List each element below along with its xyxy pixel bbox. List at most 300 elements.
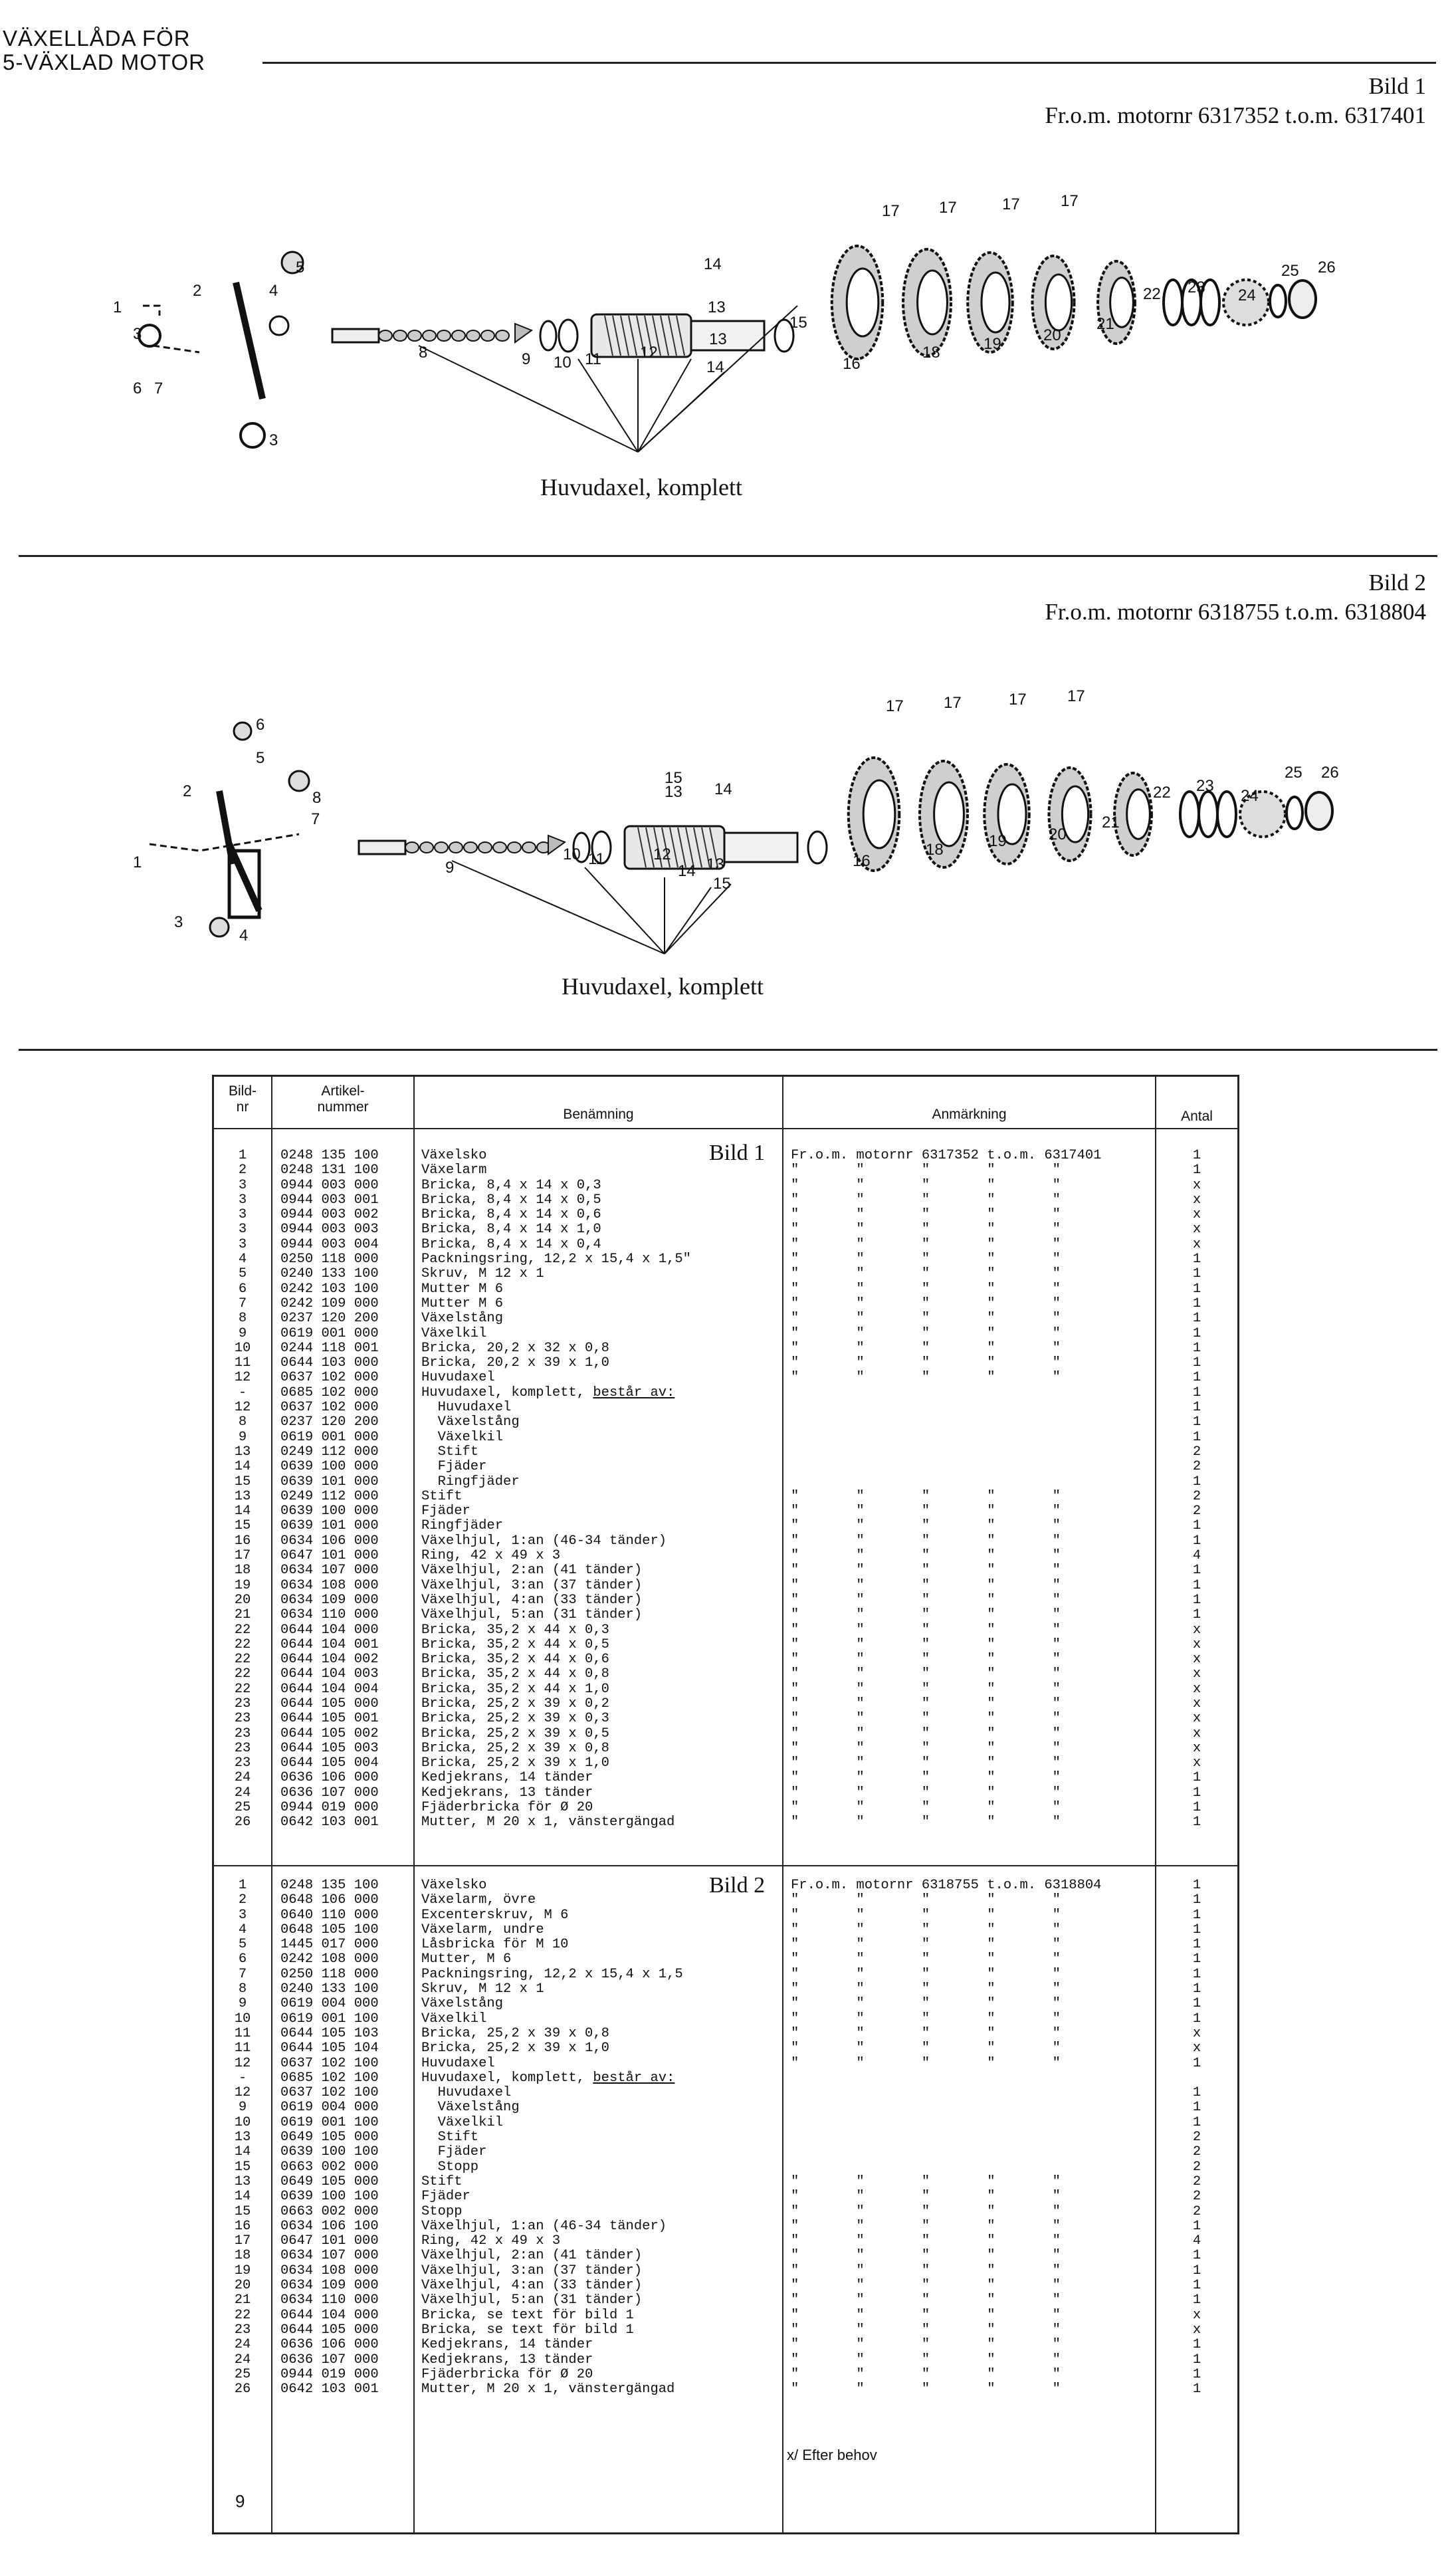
callout-label: 17 (1002, 195, 1020, 213)
table-cell-antal: x (1192, 1192, 1201, 1208)
callout-label: 11 (585, 350, 601, 368)
callout-label: 3 (174, 913, 183, 931)
table-cell-ben: Växelstång (421, 1311, 504, 1327)
table-cell-art: 0250 118 000 (280, 1252, 379, 1268)
table-cell-nr: 15 (234, 1518, 251, 1534)
table-cell-antal: 1 (1192, 1385, 1201, 1400)
table-cell-nr: 11 (234, 2025, 251, 2041)
table-cell-nr: 23 (234, 1755, 251, 1771)
table-cell-antal: x (1192, 2307, 1201, 2323)
table-cell-art: 0619 004 000 (280, 2100, 379, 2116)
section-divider (214, 1865, 1237, 1866)
table-cell-antal: 2 (1192, 2173, 1201, 2189)
table-cell-ben: Bricka, se text för bild 1 (421, 2322, 634, 2338)
table-cell-nr: 9 (238, 2100, 247, 2116)
shift-key-shape (515, 324, 532, 342)
table-cell-ben: Stift (421, 1444, 479, 1460)
table-cell-anm: " " " " " (791, 1236, 1061, 1252)
table-cell-antal: 2 (1192, 2203, 1201, 2219)
table-cell-antal: 1 (1192, 2278, 1201, 2294)
table-cell-antal: x (1192, 1681, 1201, 1697)
table-cell-antal: 1 (1192, 1577, 1201, 1593)
table-cell-art: 0944 003 004 (280, 1236, 379, 1252)
table-cell-ben: Fjäder (421, 2189, 470, 2205)
table-cell-nr: 12 (234, 1370, 251, 1386)
table-cell-anm: " " " " " (791, 2263, 1061, 2278)
figure2-bild: Bild 2 (1368, 570, 1426, 596)
callout-label: 25 (1285, 764, 1302, 782)
table-cell-ben: Huvudaxel, komplett, består av: (421, 2070, 675, 2086)
table-cell-ben: Växelsko (421, 1878, 487, 1893)
table-cell-anm: " " " " " (791, 1207, 1061, 1223)
callout-label: 13 (706, 855, 724, 873)
table-cell-antal: 1 (1192, 1163, 1201, 1178)
table-cell-art: 0237 120 200 (280, 1414, 379, 1430)
table-cell-art: 0639 101 000 (280, 1518, 379, 1534)
table-cell-anm: " " " " " (791, 2248, 1061, 2264)
table-cell-anm (791, 1415, 1101, 1430)
section1-col-anmarkning (791, 1149, 1101, 1830)
table-cell-nr: 4 (238, 1922, 247, 1938)
rod-bead-shape (464, 842, 477, 853)
table-cell-art: 0642 103 001 (280, 2382, 379, 2397)
table-cell-nr: 24 (234, 2337, 251, 2353)
callout-label: 14 (714, 780, 732, 798)
table-cell-art: 0944 003 003 (280, 1222, 379, 1238)
table-cell-antal: 1 (1192, 1800, 1201, 1816)
table-cell-nr: 16 (234, 2218, 251, 2234)
table-cell-anm: " " " " " (791, 1222, 1061, 1238)
table-cell-ben: Bricka, 25,2 x 39 x 1,0 (421, 1755, 609, 1771)
callout-label: 25 (1281, 262, 1299, 280)
table-cell-nr: 26 (234, 1815, 251, 1830)
table-cell-ben: Huvudaxel (421, 2055, 495, 2071)
table-cell-anm: " " " " " (791, 1548, 1061, 1564)
table-cell-antal: 1 (1192, 1815, 1201, 1830)
spring-washer-shape (1287, 797, 1302, 829)
section2-col-anmarkning (791, 1878, 1101, 2397)
table-cell-anm: Fr.o.m. motornr 6318755 t.o.m. 6318804 (791, 1878, 1102, 1893)
table-cell-art: 0636 106 000 (280, 1770, 379, 1786)
table-cell-antal: 2 (1192, 2144, 1201, 2160)
table-cell-ben: Bricka, 20,2 x 32 x 0,8 (421, 1340, 609, 1356)
table-cell-nr: 1 (238, 1878, 247, 1893)
table-cell-ben: Ring, 42 x 49 x 3 (421, 1548, 561, 1564)
table-cell-anm: " " " " " (791, 1770, 1061, 1786)
callout-label: 5 (256, 749, 265, 767)
table-cell-ben: Växelarm, undre (421, 1922, 544, 1938)
table-cell-anm: " " " " " (791, 1163, 1061, 1178)
table-cell-antal: x (1192, 1666, 1201, 1682)
table-cell-ben: Växelhjul, 2:an (41 tänder) (421, 1563, 643, 1579)
table-cell-anm: " " " " " (791, 1370, 1061, 1386)
gear-hub-shape (863, 780, 895, 848)
table-cell-ben: Huvudaxel (421, 1370, 495, 1386)
table-cell-ben: Växelhjul, 2:an (41 tänder) (421, 2248, 643, 2264)
table-cell-ben: Mutter, M 20 x 1, vänstergängad (421, 1815, 675, 1830)
table-cell-ben: Växelarm (421, 1163, 487, 1178)
table-cell-anm: " " " " " (791, 2189, 1061, 2205)
callout-label: 18 (922, 344, 940, 362)
table-cell-antal: 1 (1192, 2337, 1201, 2353)
table-cell-ben: Skruv, M 12 x 1 (421, 1266, 544, 1282)
table-cell-anm: " " " " " (791, 1711, 1061, 1727)
washer-shape (241, 423, 264, 447)
table-cell-antal: x (1192, 1696, 1201, 1712)
callout-label: 20 (1049, 826, 1067, 843)
table-cell-nr: 24 (234, 2352, 251, 2368)
callout-label: 6 (256, 716, 265, 734)
callout-label: 9 (522, 350, 531, 368)
table-cell-antal: x (1192, 1740, 1201, 1756)
table-cell-anm: " " " " " (791, 1725, 1061, 1741)
parts-table (212, 1075, 1239, 2534)
table-cell-ben: Huvudaxel (421, 2085, 512, 2101)
table-cell-nr: 20 (234, 1592, 251, 1608)
table-cell-nr: 23 (234, 1711, 251, 1727)
table-cell-antal: x (1192, 2041, 1201, 2056)
figure2-range: Fr.o.m. motornr 6318755 t.o.m. 6318804 (1045, 599, 1426, 625)
callout-label: 15 (665, 769, 682, 787)
table-cell-anm: " " " " " (791, 1800, 1061, 1816)
table-cell-nr: 22 (234, 2307, 251, 2323)
th-artikel: Artikel- nummer (317, 1083, 369, 1115)
table-cell-art: 0619 004 000 (280, 1996, 379, 2012)
table-cell-anm: " " " " " (791, 1755, 1061, 1771)
table-cell-art: 0636 106 000 (280, 2337, 379, 2353)
col-divider (271, 1077, 272, 2532)
table-cell-ben: Växelhjul, 4:an (33 tänder) (421, 2278, 643, 2294)
table-cell-art: 0619 001 000 (280, 1325, 379, 1341)
gear-hub-shape (918, 271, 948, 334)
table-cell-antal (1156, 2071, 1237, 2086)
callout-label: 13 (665, 783, 682, 801)
table-cell-antal: x (1192, 1222, 1201, 1238)
table-cell-nr: 25 (234, 2366, 251, 2382)
table-cell-art: 0644 104 002 (280, 1652, 379, 1668)
table-cell-antal: 1 (1192, 1892, 1201, 1908)
table-cell-antal: 1 (1192, 2218, 1201, 2234)
table-cell-ben: Bricka, 20,2 x 39 x 1,0 (421, 1355, 609, 1371)
table-cell-art: 0634 106 100 (280, 2218, 379, 2234)
washer-shape (139, 325, 160, 346)
table-cell-ben: Skruv, M 12 x 1 (421, 1981, 544, 1997)
th-anmarkning: Anmärkning (932, 1107, 1007, 1122)
table-cell-anm (791, 2145, 1101, 2160)
table-cell-nr: 25 (234, 1800, 251, 1816)
table-cell-ben: Kedjekrans, 13 tänder (421, 2352, 593, 2368)
table-cell-ben: Excenterskruv, M 6 (421, 1907, 569, 1923)
table-cell-antal: 2 (1192, 2189, 1201, 2205)
table-cell-antal: x (1192, 1636, 1201, 1652)
figure1-caption: Huvudaxel, komplett (540, 474, 742, 500)
table-cell-nr: 3 (238, 1907, 247, 1923)
table-cell-ben: Bricka, 8,4 x 14 x 1,0 (421, 1222, 601, 1238)
leader-line-shape (665, 884, 731, 954)
table-cell-anm: " " " " " (791, 1266, 1061, 1282)
table-cell-ben: Kedjekrans, 13 tänder (421, 1785, 593, 1801)
table-cell-ben: Växelstång (421, 2100, 520, 2116)
table-cell-nr: 6 (238, 1281, 247, 1297)
table-cell-art: 0250 118 000 (280, 1966, 379, 1982)
table-cell-nr: 4 (238, 1252, 247, 1268)
table-cell-nr: 2 (238, 1163, 247, 1178)
separator-2 (19, 1049, 1437, 1051)
callout-label: 24 (1241, 787, 1259, 805)
callout-label: 12 (653, 845, 671, 863)
table-cell-nr: 9 (238, 1429, 247, 1445)
table-cell-ben: Stopp (421, 2203, 463, 2219)
section2-label: Bild 2 (709, 1873, 766, 1898)
callout-label: 17 (882, 202, 900, 220)
table-cell-antal: 1 (1192, 2085, 1201, 2101)
table-cell-anm: " " " " " (791, 1192, 1061, 1208)
main-shaft-neck-shape (724, 833, 797, 862)
screw-head-shape (289, 771, 309, 791)
rod-bead-shape (405, 842, 419, 853)
table-cell-antal: 1 (1192, 1340, 1201, 1356)
table-cell-antal: 1 (1192, 2248, 1201, 2264)
page-mark: 9 (235, 2491, 245, 2511)
table-cell-art: 0944 019 000 (280, 2366, 379, 2382)
table-cell-art: 0240 133 100 (280, 1981, 379, 1997)
table-cell-anm: " " " " " (791, 1607, 1061, 1623)
table-cell-nr: 7 (238, 1295, 247, 1311)
callout-label: 21 (1096, 315, 1114, 333)
table-cell-art: 0649 105 000 (280, 2173, 379, 2189)
col-divider (413, 1077, 415, 2532)
table-cell-anm: " " " " " (791, 1340, 1061, 1356)
table-cell-nr: 21 (234, 2292, 251, 2308)
table-cell-anm (791, 2100, 1101, 2115)
table-cell-nr: 8 (238, 1311, 247, 1327)
table-cell-art: 0640 110 000 (280, 1907, 379, 1923)
table-cell-nr: 11 (234, 1355, 251, 1371)
header-line-1: VÄXELLÅDA FÖR (3, 26, 191, 51)
table-cell-ben: Växelsko (421, 1148, 487, 1163)
table-cell-nr: 20 (234, 2278, 251, 2294)
section1-col-bildnr (214, 1149, 271, 1830)
footnote: x/ Efter behov (787, 2447, 877, 2463)
table-cell-nr: 18 (234, 2248, 251, 2264)
table-cell-anm: " " " " " (791, 2025, 1061, 2041)
table-cell-nr: 19 (234, 1577, 251, 1593)
section1-label: Bild 1 (709, 1141, 766, 1165)
callout-label: 4 (269, 282, 278, 300)
callout-label: 21 (1102, 814, 1120, 832)
table-cell-antal: 1 (1192, 1996, 1201, 2012)
table-cell-art: 0634 108 000 (280, 2263, 379, 2278)
table-cell-antal: 1 (1192, 2263, 1201, 2278)
callout-label: 26 (1321, 764, 1339, 782)
table-cell-art: 0644 104 000 (280, 1622, 379, 1638)
table-cell-art: 0644 105 004 (280, 1755, 379, 1771)
table-cell-antal: 4 (1192, 1548, 1201, 1564)
table-cell-anm: " " " " " (791, 2218, 1061, 2234)
table-cell-anm: " " " " " (791, 1892, 1061, 1908)
table-cell-anm: " " " " " (791, 1577, 1061, 1593)
table-cell-antal: 1 (1192, 1148, 1201, 1163)
table-cell-nr: 5 (238, 1937, 247, 1953)
table-cell-anm: " " " " " (791, 2337, 1061, 2353)
callout-label: 4 (239, 927, 249, 944)
figure1-range: Fr.o.m. motornr 6317352 t.o.m. 6317401 (1045, 102, 1426, 128)
washer-shape (270, 316, 288, 335)
table-cell-ben: Växelkil (421, 1325, 487, 1341)
table-cell-antal: 1 (1192, 2292, 1201, 2308)
table-cell-art: 0636 107 000 (280, 2352, 379, 2368)
table-cell-art: 0244 118 001 (280, 1340, 379, 1356)
callout-label: 22 (1153, 784, 1171, 802)
table-cell-antal: 1 (1192, 2352, 1201, 2368)
table-cell-art: 0634 110 000 (280, 1607, 379, 1623)
callout-label: 17 (944, 694, 962, 712)
table-cell-ben: Växelhjul, 1:an (46-34 tänder) (421, 1533, 667, 1549)
table-cell-antal: 1 (1192, 1878, 1201, 1893)
table-cell-antal: x (1192, 1622, 1201, 1638)
table-cell-anm: " " " " " (791, 2352, 1061, 2368)
table-cell-art: 0644 104 000 (280, 2307, 379, 2323)
table-cell-anm: " " " " " (791, 2278, 1061, 2294)
callout-label: 14 (706, 358, 724, 376)
table-cell-anm: " " " " " (791, 1325, 1061, 1341)
callout-label: 7 (311, 810, 320, 828)
table-cell-ben: Huvudaxel, komplett, består av: (421, 1385, 675, 1400)
table-cell-anm: " " " " " (791, 1696, 1061, 1712)
callout-label: 18 (926, 841, 944, 859)
table-cell-antal: 4 (1192, 2233, 1201, 2249)
table-cell-art: 0944 003 000 (280, 1177, 379, 1193)
table-cell-antal: 1 (1192, 1607, 1201, 1623)
table-cell-antal: 2 (1192, 1488, 1201, 1504)
spring-washer-shape (1270, 285, 1286, 317)
table-cell-art: 0634 109 000 (280, 1592, 379, 1608)
callout-label: 17 (1061, 192, 1079, 210)
callout-label: 15 (789, 314, 807, 332)
rod-bead-shape (478, 842, 492, 853)
table-cell-nr: 10 (234, 2114, 251, 2130)
table-cell-art: 0644 104 001 (280, 1636, 379, 1652)
table-cell-art: 0637 102 100 (280, 2055, 379, 2071)
table-cell-antal: x (1192, 2322, 1201, 2338)
gear-hub-shape (1127, 790, 1150, 839)
table-cell-nr: 22 (234, 1681, 251, 1697)
table-cell-nr: 15 (234, 2203, 251, 2219)
table-cell-nr: 16 (234, 1533, 251, 1549)
table-cell-anm (791, 1475, 1101, 1490)
callout-label: 15 (713, 875, 731, 893)
table-cell-ben: Fjäder (421, 1503, 470, 1519)
table-cell-antal: 2 (1192, 2159, 1201, 2175)
table-cell-ben: Bricka, 35,2 x 44 x 0,3 (421, 1622, 609, 1638)
table-cell-art: 0619 001 100 (280, 2011, 379, 2027)
table-cell-ben: Fjäderbricka för Ø 20 (421, 2366, 593, 2382)
table-cell-ben: Bricka, 8,4 x 14 x 0,5 (421, 1192, 601, 1208)
table-cell-anm: " " " " " (791, 1981, 1061, 1997)
callout-label: 3 (269, 431, 278, 449)
table-cell-ben: Växelhjul, 5:an (31 tänder) (421, 1607, 643, 1623)
table-cell-anm: " " " " " (791, 1177, 1061, 1193)
rod-bead-shape (481, 330, 494, 341)
figure1-bild: Bild 1 (1368, 73, 1426, 99)
table-cell-art: 0248 131 100 (280, 1163, 379, 1178)
table-cell-anm: " " " " " (791, 1966, 1061, 1982)
table-cell-nr: 22 (234, 1636, 251, 1652)
callout-label: 17 (939, 199, 957, 217)
rod-bead-shape (452, 330, 465, 341)
table-cell-antal: 1 (1192, 1966, 1201, 1982)
table-cell-nr: - (238, 2070, 247, 2086)
rod-bead-shape (379, 330, 392, 341)
callout-label: 14 (678, 862, 696, 880)
leader-line-shape (638, 359, 691, 452)
table-cell-art: 0644 105 103 (280, 2025, 379, 2041)
table-cell-anm: " " " " " (791, 2292, 1061, 2308)
table-cell-art: 0237 120 200 (280, 1311, 379, 1327)
table-cell-ben: Bricka, 25,2 x 39 x 0,3 (421, 1711, 609, 1727)
figure1-title (1045, 72, 1426, 130)
table-cell-ben: Växelkil (421, 1429, 504, 1445)
table-cell-art: 0644 105 000 (280, 1696, 379, 1712)
table-cell-antal: 1 (1192, 1281, 1201, 1297)
table-cell-art: 1445 017 000 (280, 1937, 379, 1953)
rod-bead-shape (449, 842, 463, 853)
end-washer-shape (1180, 792, 1199, 837)
table-cell-antal: x (1192, 1207, 1201, 1223)
figure1-exploded-diagram (0, 160, 1456, 505)
table-cell-art: 0242 109 000 (280, 1295, 379, 1311)
table-cell-art: 0634 107 000 (280, 2248, 379, 2264)
table-cell-anm: " " " " " (791, 1295, 1061, 1311)
table-cell-anm: " " " " " (791, 1592, 1061, 1608)
table-cell-ben: Mutter M 6 (421, 1295, 504, 1311)
table-cell-anm: " " " " " (791, 2055, 1061, 2071)
table-cell-nr: 12 (234, 2085, 251, 2101)
table-cell-ben: Växelkil (421, 2114, 504, 2130)
table-cell-anm (791, 1445, 1101, 1460)
table-cell-anm: Fr.o.m. motornr 6317352 t.o.m. 6317401 (791, 1148, 1102, 1163)
table-cell-nr: 17 (234, 1548, 251, 1564)
table-cell-ben: Stift (421, 1488, 463, 1504)
callout-label: 14 (704, 255, 722, 273)
table-cell-anm: " " " " " (791, 2366, 1061, 2382)
callout-label: 23 (1188, 278, 1205, 296)
table-cell-antal: x (1192, 2025, 1201, 2041)
table-cell-nr: 17 (234, 2233, 251, 2249)
table-cell-ben: Huvudaxel (421, 1400, 512, 1416)
table-cell-art: 0248 135 100 (280, 1148, 379, 1163)
rod-bead-shape (408, 330, 421, 341)
table-cell-art: 0639 100 100 (280, 2144, 379, 2160)
table-cell-art: 0637 102 000 (280, 1370, 379, 1386)
table-cell-nr: 19 (234, 2263, 251, 2278)
callout-label: 17 (886, 697, 904, 715)
table-cell-anm (791, 2116, 1101, 2130)
table-cell-anm (791, 1386, 1101, 1400)
table-cell-nr: 22 (234, 1622, 251, 1638)
table-cell-art: 0644 103 000 (280, 1355, 379, 1371)
table-cell-ben: Bricka, 35,2 x 44 x 1,0 (421, 1681, 609, 1697)
callout-label: 16 (853, 852, 871, 870)
end-washer-shape (1217, 792, 1236, 837)
rod-bead-shape (437, 330, 451, 341)
rod-bead-shape (420, 842, 433, 853)
header-line-2: 5-VÄXLAD MOTOR (3, 50, 205, 74)
nut-shape (1306, 792, 1332, 830)
table-cell-antal: 2 (1192, 1503, 1201, 1519)
rod-bead-shape (522, 842, 536, 853)
table-cell-nr: 13 (234, 1488, 251, 1504)
